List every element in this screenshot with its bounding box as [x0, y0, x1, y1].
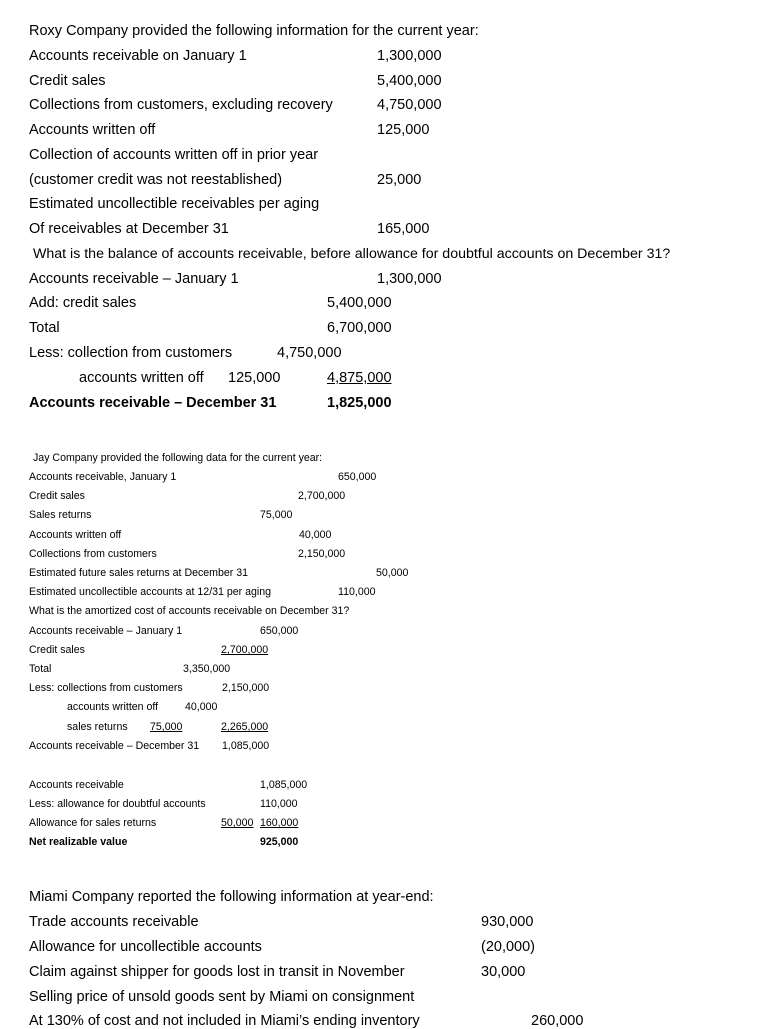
roxy-sol-ar-jan1-label: Accounts receivable – January 1 [29, 271, 239, 287]
roxy-sol-final-value: 1,825,000 [327, 395, 392, 411]
roxy-sol-total-label: Total [29, 320, 60, 336]
jay-nrv-label: Net realizable value [29, 836, 128, 848]
jay-est-uncollectible-label: Estimated uncollectible accounts at 12/31 per aging [29, 586, 272, 598]
roxy-ar-jan1-value: 1,300,000 [377, 48, 442, 64]
jay-nrv-returns-value: 50,000 [221, 817, 254, 829]
jay-sol-returns-label: sales returns [67, 721, 128, 733]
roxy-sol-wo-value: 125,000 [228, 370, 281, 386]
jay-credit-sales-label: Credit sales [29, 490, 85, 502]
roxy-sol-wo-label: accounts written off [79, 370, 204, 386]
roxy-est-uncollectible-value: 165,000 [377, 221, 430, 237]
jay-est-returns-label: Estimated future sales returns at December 31 [29, 567, 249, 579]
roxy-ar-jan1-label: Accounts receivable on January 1 [29, 48, 247, 64]
jay-sol-total-value: 3,350,000 [183, 663, 231, 675]
miami-trade-ar-value: 930,000 [481, 914, 534, 930]
roxy-question: What is the balance of accounts receivable, before allowance for doubtful accounts on December 31? [33, 246, 671, 262]
jay-sol-ar-jan1-label: Accounts receivable – January 1 [29, 625, 183, 637]
miami-consign-label-2: At 130% of cost and not included in Miami’s ending inventory [29, 1013, 420, 1029]
miami-allowance-label: Allowance for uncollectible accounts [29, 939, 262, 955]
miami-claim-value: 30,000 [481, 964, 526, 980]
jay-credit-sales-value: 2,700,000 [298, 490, 346, 502]
jay-sol-deduct-total: 2,265,000 [221, 721, 269, 733]
jay-collections-value: 2,150,000 [298, 548, 346, 560]
jay-sales-returns-value: 75,000 [260, 509, 293, 521]
jay-sales-returns-label: Sales returns [29, 509, 92, 521]
roxy-collections-value: 4,750,000 [377, 97, 442, 113]
jay-nrv-deduct-total: 160,000 [260, 817, 299, 829]
jay-written-off-value: 40,000 [299, 529, 332, 541]
jay-nrv-allow-value: 110,000 [260, 798, 298, 810]
jay-est-uncollectible-value: 110,000 [338, 586, 376, 598]
jay-intro: Jay Company provided the following data for the current year: [33, 452, 323, 464]
roxy-sol-ar-jan1-value: 1,300,000 [377, 271, 442, 287]
jay-est-returns-value: 50,000 [376, 567, 409, 579]
roxy-of-receivables-label: Of receivables at December 31 [29, 221, 229, 237]
roxy-sol-deduct-total: 4,875,000 [327, 370, 392, 386]
jay-nrv-value: 925,000 [260, 836, 299, 848]
miami-claim-label: Claim against shipper for goods lost in transit in November [29, 964, 405, 980]
miami-consign-label: Selling price of unsold goods sent by Miami on consignment [29, 989, 415, 1005]
miami-consign-value: 260,000 [531, 1013, 584, 1029]
roxy-sol-less-label: Less: collection from customers [29, 345, 233, 361]
jay-sol-credit-label: Credit sales [29, 644, 85, 656]
roxy-credit-sales-value: 5,400,000 [377, 73, 442, 89]
roxy-sol-less-value: 4,750,000 [277, 345, 342, 361]
roxy-sol-final-label: Accounts receivable – December 31 [29, 395, 277, 411]
jay-sol-total-label: Total [29, 663, 52, 675]
roxy-sol-add-label: Add: credit sales [29, 295, 137, 311]
roxy-intro: Roxy Company provided the following information for the current year: [29, 23, 479, 39]
jay-ar-jan1-label: Accounts receivable, January 1 [29, 471, 177, 483]
jay-sol-less-label: Less: collections from customers [29, 682, 183, 694]
roxy-written-off-value: 125,000 [377, 122, 430, 138]
jay-sol-final-value: 1,085,000 [222, 740, 270, 752]
jay-sol-less-value: 2,150,000 [222, 682, 270, 694]
jay-nrv-allow-label: Less: allowance for doubtful accounts [29, 798, 206, 810]
jay-nrv-returns-label: Allowance for sales returns [29, 817, 157, 829]
roxy-collections-label: Collections from customers, excluding recovery [29, 97, 333, 113]
jay-nrv-ar-label: Accounts receivable [29, 779, 124, 791]
jay-sol-credit-value: 2,700,000 [221, 644, 269, 656]
roxy-collection-wo-value: 25,000 [377, 172, 422, 188]
jay-nrv-ar-value: 1,085,000 [260, 779, 308, 791]
roxy-credit-not-reest-label: (customer credit was not reestablished) [29, 172, 283, 188]
roxy-est-uncollectible-label: Estimated uncollectible receivables per aging [29, 196, 320, 212]
jay-sol-ar-jan1-value: 650,000 [260, 625, 299, 637]
miami-intro: Miami Company reported the following information at year-end: [29, 889, 434, 905]
jay-sol-final-label: Accounts receivable – December 31 [29, 740, 200, 752]
roxy-sol-add-value: 5,400,000 [327, 295, 392, 311]
jay-sol-returns-value: 75,000 [150, 721, 183, 733]
miami-allowance-value: (20,000) [481, 939, 536, 955]
roxy-written-off-label: Accounts written off [29, 122, 156, 138]
roxy-sol-total-value: 6,700,000 [327, 320, 392, 336]
jay-written-off-label: Accounts written off [29, 529, 122, 541]
roxy-credit-sales-label: Credit sales [29, 73, 106, 89]
miami-trade-ar-label: Trade accounts receivable [29, 914, 199, 930]
jay-question: What is the amortized cost of accounts receivable on December 31? [29, 605, 350, 617]
jay-sol-wo-label: accounts written off [67, 701, 159, 713]
roxy-collection-wo-label: Collection of accounts written off in prior year [29, 147, 319, 163]
jay-collections-label: Collections from customers [29, 548, 157, 560]
jay-sol-wo-value: 40,000 [185, 701, 218, 713]
jay-ar-jan1-value: 650,000 [338, 471, 377, 483]
